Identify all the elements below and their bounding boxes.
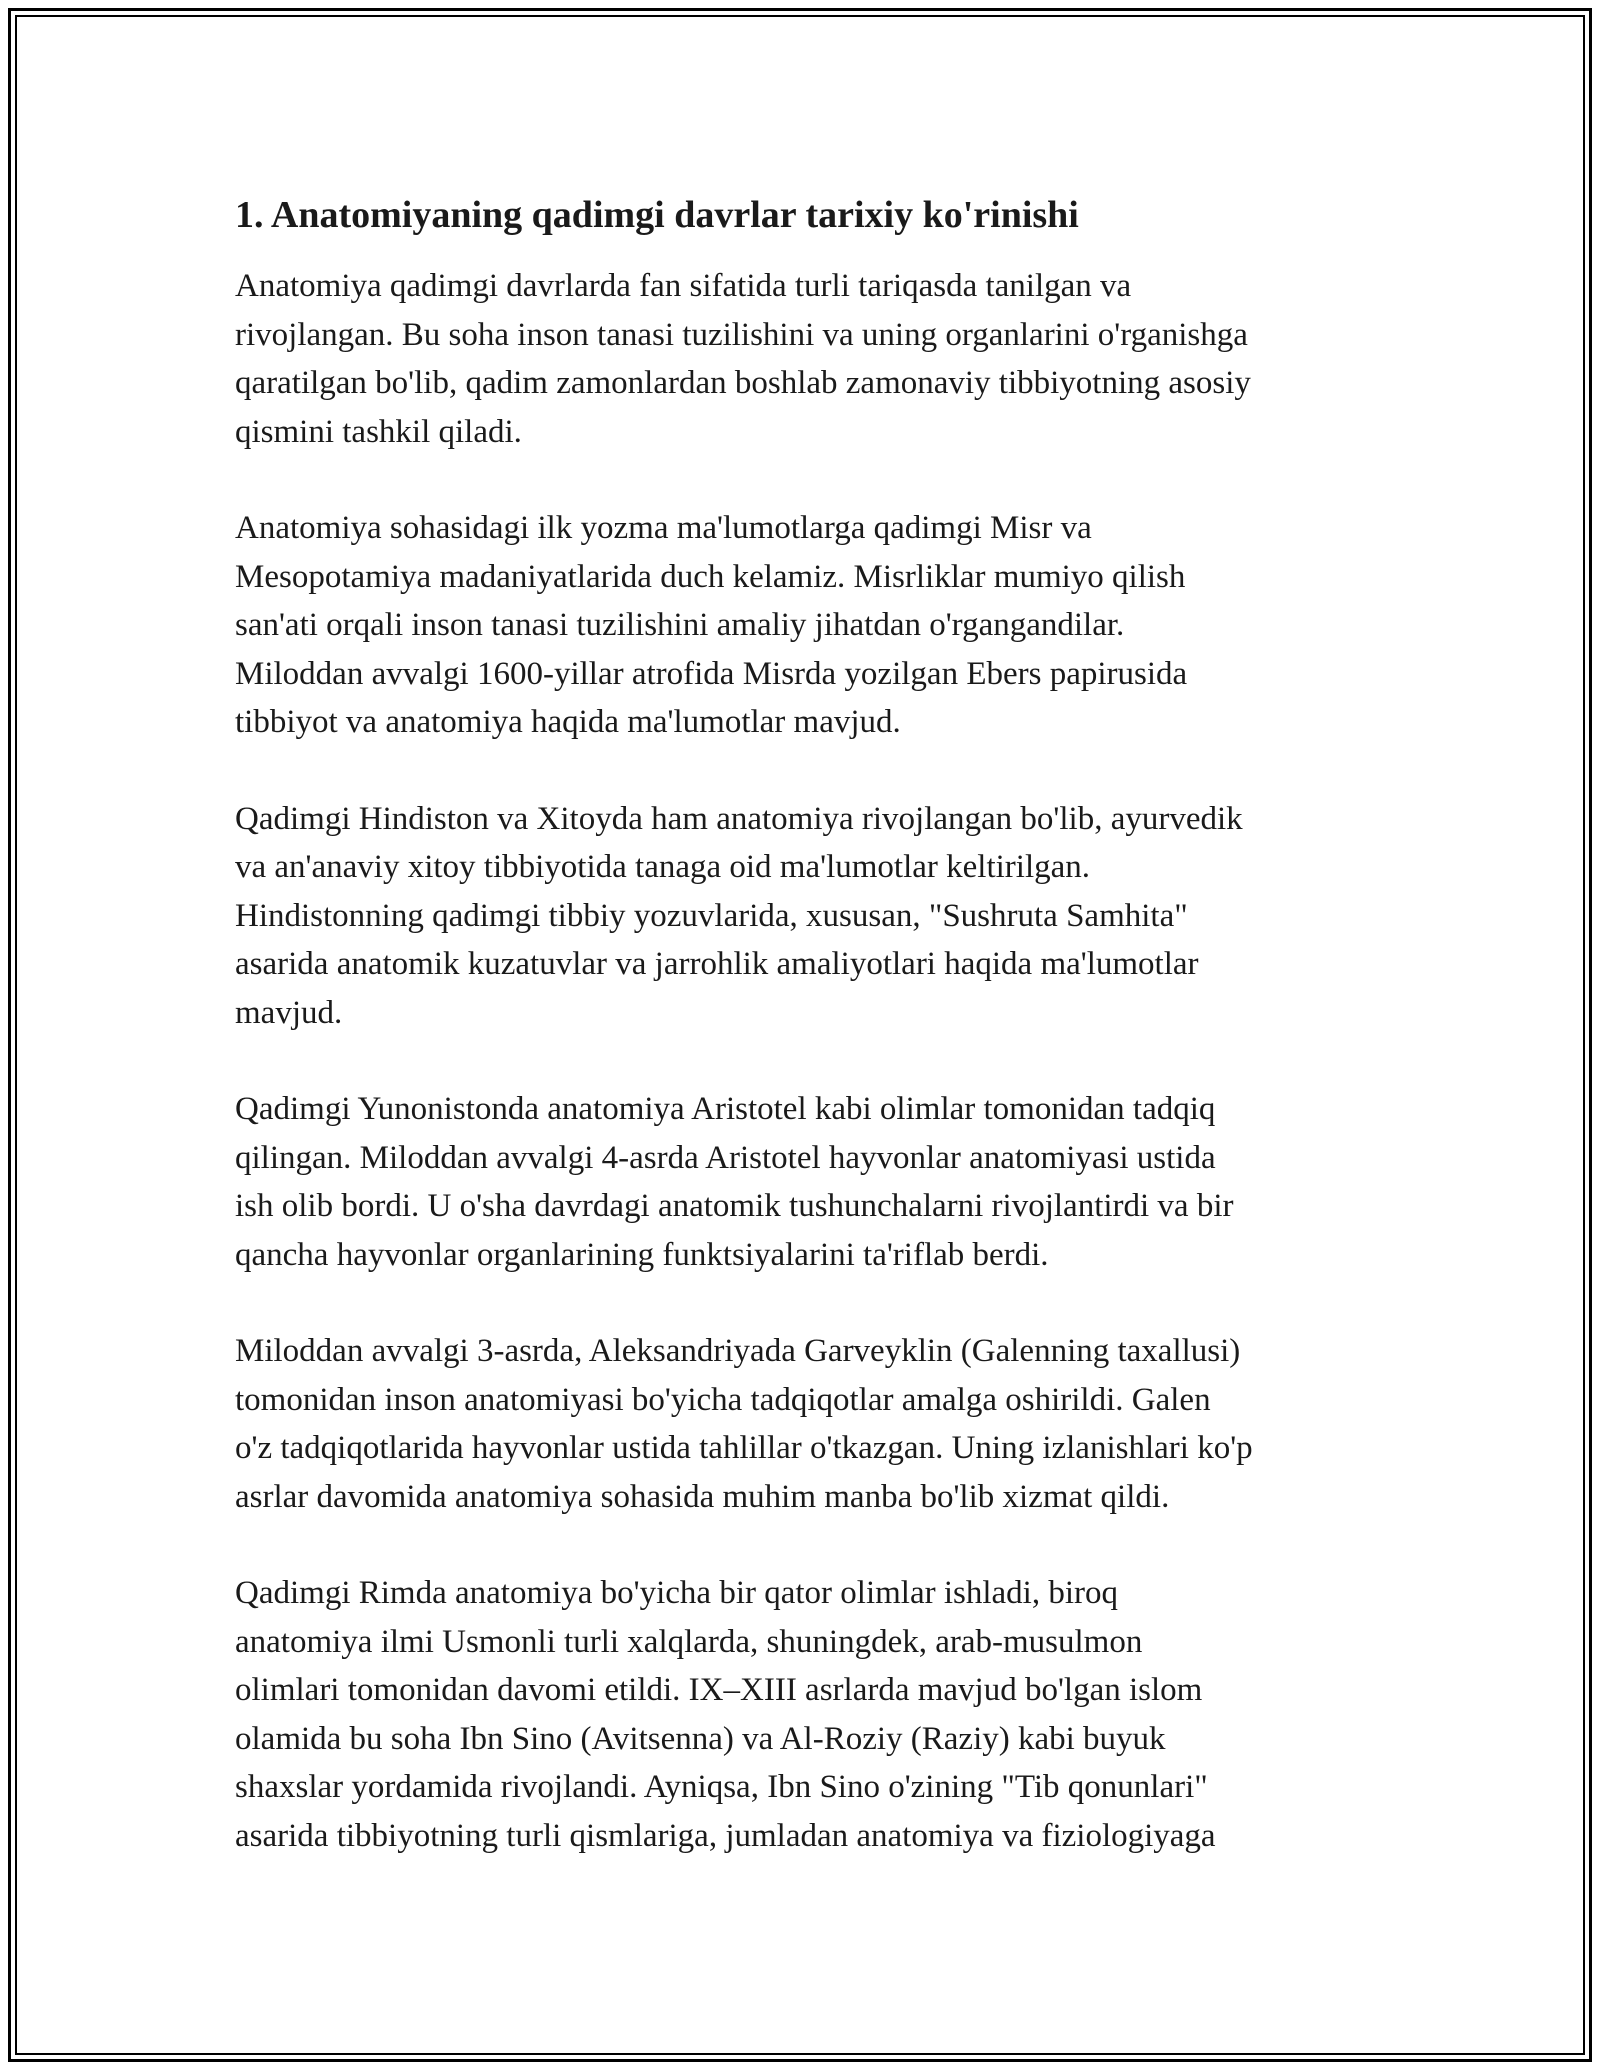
text-line: Mesopotamiya madaniyatlarida duch kelamiz. Misrliklar mumiyo qilish [235,558,1186,595]
paragraph-5 [235,1327,1375,1521]
text-line: qancha hayvonlar organlarining funktsiyalarini ta'riflab berdi. [235,1236,1049,1273]
text-line: olimlari tomonidan davomi etildi. IX–XIII asrlarda mavjud bo'lgan islom [235,1672,1203,1708]
text-line: san'ati orqali inson tanasi tuzilishini amaliy jihatdan o'rgangandilar. [235,607,1125,643]
text-line: shaxslar yordamida rivojlandi. Ayniqsa, Ibn Sino o'zining "Tib qonunlari" [235,1769,1208,1805]
text-line: va an'anaviy xitoy tibbiyotida tanaga oid ma'lumotlar keltirilgan. [235,849,1091,885]
text-line: Anatomiya qadimgi davrlarda fan sifatida turli tariqasda tanilgan va [235,268,1132,304]
text-line: Miloddan avvalgi 3-asrda, Aleksandriyada Garveyklin (Galenning taxallusi) [235,1333,1241,1369]
text-line: qismini tashkil qiladi. [235,413,522,450]
text-line: qilingan. Miloddan avvalgi 4-asrda Aristotel hayvonlar anatomiyasi ustida [235,1139,1216,1176]
text-line: asrlar davomida anatomiya sohasida muhim manba bo'lib xizmat qildi. [235,1478,1170,1515]
document-body [235,190,1375,1908]
text-line: Qadimgi Rimda anatomiya bo'yicha bir qator olimlar ishladi, biroq [235,1575,1119,1611]
text-line: tibbiyot va anatomiya haqida ma'lumotlar mavjud. [235,704,901,740]
text-line: tomonidan inson anatomiyasi bo'yicha tadqiqotlar amalga oshirildi. Galen [235,1381,1211,1418]
text-line: mavjud. [235,994,343,1031]
text-line: anatomiya ilmi Usmonli turli xalqlarda, shuningdek, arab-musulmon [235,1623,1143,1660]
section-heading: 1. Anatomiyaning qadimgi davrlar tarixiy ko'rinishi [235,194,1079,236]
text-line: qaratilgan bo'lib, qadim zamonlardan boshlab zamonaviy tibbiyotning asosiy [235,365,1251,401]
text-line: Qadimgi Yunonistonda anatomiya Aristotel kabi olimlar tomonidan tadqiq [235,1091,1216,1127]
paragraph-4 [235,1085,1375,1279]
text-line: ish olib bordi. U o'sha davrdagi anatomik tushunchalarni rivojlantirdi va bir [235,1188,1234,1224]
paragraph-3 [235,795,1375,1038]
text-line: Qadimgi Hindiston va Xitoyda ham anatomiya rivojlangan bo'lib, ayurvedik [235,800,1243,837]
paragraph-1 [235,262,1375,456]
text-line: o'z tadqiqotlarida hayvonlar ustida tahlillar o'tkazgan. Uning izlanishlari ko'p [235,1430,1253,1466]
text-line: rivojlangan. Bu soha inson tanasi tuzilishini va uning organlarini o'rganishga [235,316,1248,353]
text-line: Miloddan avvalgi 1600-yillar atrofida Misrda yozilgan Ebers papirusida [235,655,1188,692]
text-line: asarida tibbiyotning turli qismlariga, jumladan anatomiya va fiziologiyaga [235,1817,1216,1854]
text-line: olamida bu soha Ibn Sino (Avitsenna) va Al-Roziy (Raziy) kabi buyuk [235,1720,1166,1757]
paragraph-2 [235,504,1375,747]
paragraph-6 [235,1569,1375,1860]
text-line: Anatomiya sohasidagi ilk yozma ma'lumotlarga qadimgi Misr va [235,510,1092,546]
text-line: asarida anatomik kuzatuvlar va jarrohlik amaliyotlari haqida ma'lumotlar [235,946,1199,982]
text-line: Hindistonning qadimgi tibbiy yozuvlarida, xususan, "Sushruta Samhita" [235,897,1188,934]
